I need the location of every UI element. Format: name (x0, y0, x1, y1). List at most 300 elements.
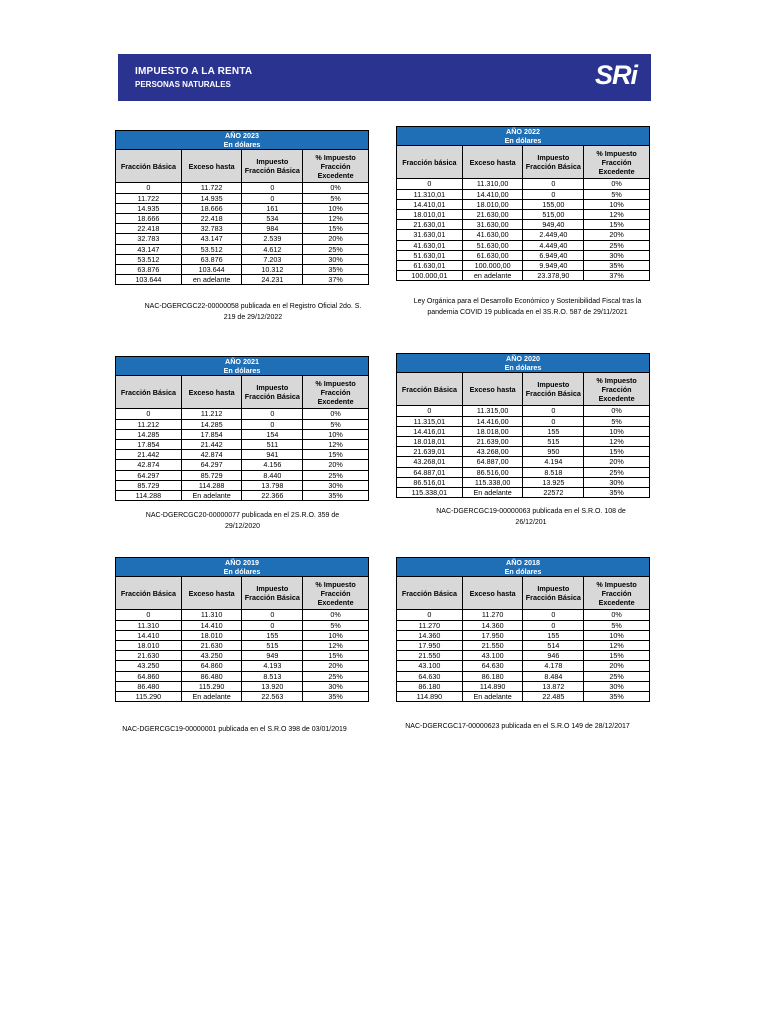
table-2020 (396, 353, 650, 498)
table-year-header (397, 127, 650, 146)
table-row (397, 447, 650, 457)
table-cell: 0 (116, 183, 182, 193)
table-cell: 103.644 (116, 275, 182, 285)
table-cell: 950 (523, 447, 584, 457)
table-cell: 6.949,40 (523, 250, 584, 260)
table-cell: 8.518 (523, 467, 584, 477)
currency-label: En dólares (223, 140, 261, 150)
table-cell: 10% (584, 426, 650, 436)
table-cell: 5% (584, 416, 650, 426)
table-cell: 0% (584, 406, 650, 416)
table-cell: 114.288 (181, 480, 242, 490)
table-cell: 43.147 (181, 234, 242, 244)
table-row (397, 651, 650, 661)
table-cell: 35% (303, 491, 369, 501)
table-cell: 12% (303, 214, 369, 224)
currency-label: En dólares (504, 363, 542, 373)
table-cell: 10% (584, 199, 650, 209)
table-cell: 0 (116, 610, 182, 620)
table-cell: 21.630,00 (462, 210, 523, 220)
table-cell: 22.366 (242, 491, 303, 501)
table-cell: 2.539 (242, 234, 303, 244)
table-cell: 4.178 (523, 661, 584, 671)
table-cell: 115.290 (181, 681, 242, 691)
table-cell: 25% (584, 240, 650, 250)
table-cell: 63.876 (181, 254, 242, 264)
table-cell: En adelante (181, 491, 242, 501)
table-cell: 18.018,00 (462, 426, 523, 436)
table-row (116, 671, 369, 681)
table-cell: 100.000,01 (397, 271, 463, 281)
table-row (397, 692, 650, 702)
table-cell: 64.860 (181, 661, 242, 671)
table-cell: 18.018,01 (397, 437, 463, 447)
table-cell: 941 (242, 450, 303, 460)
note-2021: NAC-DGERCGC20-00000077 publicada en el 2S.R.O. 359 de 29/12/2020 (145, 512, 340, 530)
column-header: Impuesto Fracción Básica (242, 577, 303, 610)
table-cell: 18.010,01 (397, 210, 463, 220)
column-header: % Impuesto Fracción Excedente (303, 376, 369, 409)
column-header: Fracción Básica (116, 577, 182, 610)
table-cell: 17.854 (181, 429, 242, 439)
table-cell: 100.000,00 (462, 261, 523, 271)
table-2023 (115, 130, 369, 285)
table-cell: 12% (584, 437, 650, 447)
table-cell: 514 (523, 641, 584, 651)
table-cell: 37% (584, 271, 650, 281)
column-header: % Impuesto Fracción Excedente (303, 577, 369, 610)
table-row (397, 641, 650, 651)
table-cell: 22572 (523, 488, 584, 498)
table-cell: 11.270 (397, 620, 463, 630)
table-row (116, 429, 369, 439)
table-cell: 32.783 (181, 224, 242, 234)
table-cell: 4.612 (242, 244, 303, 254)
tax-table (115, 356, 369, 501)
table-cell: 4.449,40 (523, 240, 584, 250)
note-2020: NAC-DGERCGC19-00000063 publicada en el S.R.O. 108 de 26/12/201 (436, 508, 626, 526)
column-header: Exceso hasta (181, 577, 242, 610)
table-cell: 14.410 (181, 620, 242, 630)
table-cell: 8.513 (242, 671, 303, 681)
table-cell: 86.480 (181, 671, 242, 681)
table-row (397, 240, 650, 250)
column-header: Impuesto Fracción Básica (242, 150, 303, 183)
table-row (397, 220, 650, 230)
year-label: AÑO 2019 (225, 558, 259, 567)
table-cell: 20% (303, 234, 369, 244)
table-year-header (397, 558, 650, 577)
page-subtitle: PERSONAS NATURALES (135, 80, 231, 89)
table-cell: 30% (584, 477, 650, 487)
table-year-header (397, 354, 650, 373)
table-cell: 22.563 (242, 692, 303, 702)
table-cell: 20% (584, 457, 650, 467)
column-header: Impuesto Fracción Básica (523, 146, 584, 179)
table-cell: 30% (584, 250, 650, 260)
table-cell: En adelante (181, 692, 242, 702)
table-cell: 0 (116, 409, 182, 419)
table-cell: 115.338,00 (462, 477, 523, 487)
table-cell: 21.550 (462, 641, 523, 651)
table-row (397, 406, 650, 416)
table-cell: 85.729 (116, 480, 182, 490)
table-2021 (115, 356, 369, 501)
column-header: Exceso hasta (181, 376, 242, 409)
table-cell: 64.630 (397, 671, 463, 681)
table-cell: 0 (523, 406, 584, 416)
table-cell: 21.639,01 (397, 447, 463, 457)
note-2019: NAC-DGERCGC19-00000001 publicada en el S.R.O 398 de 03/01/2019 (122, 726, 347, 733)
table-row (397, 210, 650, 220)
table-row (116, 234, 369, 244)
table-cell: 51.630,00 (462, 240, 523, 250)
table-cell: 114.890 (397, 692, 463, 702)
table-cell: 0 (397, 406, 463, 416)
table-row (116, 244, 369, 254)
year-label: AÑO 2020 (506, 354, 540, 363)
table-row (116, 470, 369, 480)
table-row (116, 183, 369, 193)
table-cell: 63.876 (116, 265, 182, 275)
table-cell: 115.338,01 (397, 488, 463, 498)
table-cell: 86.480 (116, 681, 182, 691)
table-cell: 35% (584, 261, 650, 271)
table-cell: 30% (303, 254, 369, 264)
table-row (397, 416, 650, 426)
table-cell: 15% (584, 651, 650, 661)
sri-logo: SRi (594, 60, 637, 90)
table-cell: 534 (242, 214, 303, 224)
table-cell: 14.416,01 (397, 426, 463, 436)
table-row (397, 488, 650, 498)
table-cell: 114.890 (462, 681, 523, 691)
table-row (397, 671, 650, 681)
table-cell: 17.950 (397, 641, 463, 651)
table-cell: 53.512 (116, 254, 182, 264)
table-cell: 155 (523, 630, 584, 640)
tax-table (396, 126, 650, 281)
table-cell: 31.630,00 (462, 220, 523, 230)
column-header: Impuesto Fracción Básica (523, 373, 584, 406)
table-cell: 20% (584, 230, 650, 240)
table-row (116, 265, 369, 275)
table-row (116, 491, 369, 501)
table-cell: 18.666 (181, 203, 242, 213)
table-cell: 32.783 (116, 234, 182, 244)
table-row (116, 620, 369, 630)
table-cell: 5% (584, 189, 650, 199)
table-cell: 8.440 (242, 470, 303, 480)
table-cell: 11.212 (116, 419, 182, 429)
table-cell: 11.722 (181, 183, 242, 193)
column-header: Exceso hasta (181, 150, 242, 183)
table-cell: 0 (242, 610, 303, 620)
table-row (397, 630, 650, 640)
table-cell: 25% (584, 671, 650, 681)
table-row (397, 250, 650, 260)
table-cell: 30% (303, 480, 369, 490)
tax-table (115, 557, 369, 702)
table-cell: 11.310,01 (397, 189, 463, 199)
column-header: Fracción Básica (116, 376, 182, 409)
table-row (397, 261, 650, 271)
table-cell: 20% (303, 661, 369, 671)
table-row (397, 199, 650, 209)
table-cell: 43.268,01 (397, 457, 463, 467)
table-cell: 42.874 (181, 450, 242, 460)
tax-table (396, 353, 650, 498)
table-row (397, 620, 650, 630)
table-cell: 5% (303, 193, 369, 203)
table-cell: 31.630,01 (397, 230, 463, 240)
table-cell: 946 (523, 651, 584, 661)
table-row (116, 651, 369, 661)
table-row (116, 610, 369, 620)
table-cell: 161 (242, 203, 303, 213)
table-cell: 13.798 (242, 480, 303, 490)
table-cell: 20% (584, 661, 650, 671)
table-cell: 41.630,01 (397, 240, 463, 250)
table-cell: 11.315,00 (462, 406, 523, 416)
table-cell: 984 (242, 224, 303, 234)
year-label: AÑO 2022 (506, 127, 540, 136)
note-2023: NAC-DGERCGC22-00000058 publicada en el Registro Oficial 2do. S. 219 de 29/12/2022 (144, 303, 362, 321)
table-cell: 949 (242, 651, 303, 661)
table-cell: 0 (523, 179, 584, 189)
table-cell: 35% (303, 265, 369, 275)
table-row (397, 230, 650, 240)
table-cell: 10% (303, 429, 369, 439)
table-cell: 43.268,00 (462, 447, 523, 457)
table-cell: 7.203 (242, 254, 303, 264)
table-cell: 13.920 (242, 681, 303, 691)
table-cell: 0 (242, 183, 303, 193)
table-cell: 21.630 (116, 651, 182, 661)
table-cell: 15% (303, 651, 369, 661)
table-row (116, 203, 369, 213)
tax-table (396, 557, 650, 702)
table-cell: 25% (303, 244, 369, 254)
table-cell: 155 (523, 426, 584, 436)
table-cell: 0 (242, 620, 303, 630)
currency-label: En dólares (504, 567, 542, 577)
table-cell: 14.285 (181, 419, 242, 429)
table-cell: 53.512 (181, 244, 242, 254)
table-cell: 114.288 (116, 491, 182, 501)
page-title: IMPUESTO A LA RENTA (135, 66, 253, 77)
table-cell: 22.485 (523, 692, 584, 702)
table-cell: 35% (303, 692, 369, 702)
table-row (116, 409, 369, 419)
table-cell: 35% (584, 488, 650, 498)
table-cell: 511 (242, 440, 303, 450)
table-cell: 12% (584, 641, 650, 651)
table-cell: 15% (584, 447, 650, 457)
currency-label: En dólares (223, 567, 261, 577)
table-row (116, 440, 369, 450)
table-row (116, 419, 369, 429)
table-cell: 64.887,01 (397, 467, 463, 477)
table-cell: 30% (584, 681, 650, 691)
table-cell: 12% (584, 210, 650, 220)
table-cell: 12% (303, 440, 369, 450)
table-cell: 21.639,00 (462, 437, 523, 447)
table-cell: 64.630 (462, 661, 523, 671)
table-cell: 17.950 (462, 630, 523, 640)
table-cell: 10% (584, 630, 650, 640)
table-cell: 86.180 (462, 671, 523, 681)
table-cell: 155 (242, 630, 303, 640)
table-cell: 4.193 (242, 661, 303, 671)
table-cell: 8.484 (523, 671, 584, 681)
table-row (397, 467, 650, 477)
table-cell: 43.147 (116, 244, 182, 254)
table-cell: 43.250 (116, 661, 182, 671)
table-cell: 22.418 (181, 214, 242, 224)
table-cell: 13.872 (523, 681, 584, 691)
table-2022 (396, 126, 650, 281)
table-cell: 14.935 (181, 193, 242, 203)
column-header: Impuesto Fracción Básica (242, 376, 303, 409)
table-cell: 0% (303, 610, 369, 620)
table-cell: 21.550 (397, 651, 463, 661)
table-2018 (396, 557, 650, 702)
table-row (116, 630, 369, 640)
table-cell: 64.297 (116, 470, 182, 480)
table-cell: 21.630,01 (397, 220, 463, 230)
table-cell: 35% (584, 692, 650, 702)
table-cell: 12% (303, 641, 369, 651)
year-label: AÑO 2018 (506, 558, 540, 567)
table-row (397, 437, 650, 447)
table-cell: 23.378,90 (523, 271, 584, 281)
table-cell: en adelante (181, 275, 242, 285)
table-row (116, 661, 369, 671)
table-cell: 115.290 (116, 692, 182, 702)
table-cell: 14.410 (116, 630, 182, 640)
table-cell: 14.416,00 (462, 416, 523, 426)
table-cell: 86.180 (397, 681, 463, 691)
table-cell: 30% (303, 681, 369, 691)
table-row (116, 692, 369, 702)
table-cell: 17.854 (116, 440, 182, 450)
table-cell: 0 (523, 610, 584, 620)
table-cell: 15% (303, 450, 369, 460)
column-header: % Impuesto Fracción Excedente (303, 150, 369, 183)
table-cell: 5% (303, 419, 369, 429)
table-cell: 43.250 (181, 651, 242, 661)
table-cell: 61.630,01 (397, 261, 463, 271)
table-cell: 13.925 (523, 477, 584, 487)
table-cell: 86.516,01 (397, 477, 463, 487)
table-cell: 15% (303, 224, 369, 234)
table-cell: 515,00 (523, 210, 584, 220)
column-header: % Impuesto Fracción Excedente (584, 146, 650, 179)
note-2018: NAC-DGERCGC17-00000623 publicada en el S.R.O 149 de 28/12/2017 (405, 723, 630, 730)
table-cell: en adelante (462, 271, 523, 281)
table-row (397, 661, 650, 671)
table-row (116, 641, 369, 651)
table-year-header (116, 357, 369, 376)
table-row (116, 450, 369, 460)
year-label: AÑO 2023 (225, 131, 259, 140)
tax-table (115, 130, 369, 285)
table-cell: 14.410,00 (462, 189, 523, 199)
table-cell: 0 (523, 189, 584, 199)
table-cell: 10% (303, 203, 369, 213)
table-cell: 0 (397, 179, 463, 189)
table-row (116, 681, 369, 691)
table-cell: 0 (242, 419, 303, 429)
column-header: Fracción Básica (116, 150, 182, 183)
table-row (116, 193, 369, 203)
table-cell: 0 (242, 193, 303, 203)
table-cell: 11.270 (462, 610, 523, 620)
table-cell: 42.874 (116, 460, 182, 470)
table-cell: 51.630,01 (397, 250, 463, 260)
table-row (116, 275, 369, 285)
table-cell: 25% (303, 470, 369, 480)
column-header: Exceso hasta (462, 373, 523, 406)
table-cell: 85.729 (181, 470, 242, 480)
table-cell: 0% (303, 183, 369, 193)
table-row (116, 460, 369, 470)
table-cell: En adelante (462, 488, 523, 498)
table-cell: 18.010 (181, 630, 242, 640)
column-header: % Impuesto Fracción Excedente (584, 577, 650, 610)
table-cell: 41.630,00 (462, 230, 523, 240)
table-cell: 18.010 (116, 641, 182, 651)
table-cell: 14.360 (397, 630, 463, 640)
table-cell: 4.194 (523, 457, 584, 467)
table-cell: 22.418 (116, 224, 182, 234)
table-cell: 14.410,01 (397, 199, 463, 209)
table-cell: 5% (584, 620, 650, 630)
table-cell: 64.860 (116, 671, 182, 681)
column-header: Exceso hasta (462, 146, 523, 179)
table-cell: 155,00 (523, 199, 584, 209)
table-cell: 154 (242, 429, 303, 439)
table-2019 (115, 557, 369, 702)
table-cell: 15% (584, 220, 650, 230)
table-cell: 10.312 (242, 265, 303, 275)
table-cell: 14.935 (116, 203, 182, 213)
table-cell: 11.212 (181, 409, 242, 419)
table-cell: 21.442 (181, 440, 242, 450)
column-header: Impuesto Fracción Básica (523, 577, 584, 610)
header-banner (118, 54, 651, 101)
currency-label: En dólares (223, 366, 261, 376)
note-2022: Ley Orgánica para el Desarrollo Económico y Sostenibilidad Fiscal tras la pandemia COVID 19 publicada en el 3S.R.O. 587 de 29/11/2021 (413, 298, 642, 316)
table-cell: 64.887,00 (462, 457, 523, 467)
table-cell: 21.630 (181, 641, 242, 651)
table-year-header (116, 131, 369, 150)
column-header: % Impuesto Fracción Excedente (584, 373, 650, 406)
table-cell: 11.310,00 (462, 179, 523, 189)
table-row (397, 426, 650, 436)
table-row (397, 271, 650, 281)
table-cell: 21.442 (116, 450, 182, 460)
table-row (397, 457, 650, 467)
table-cell: 18.666 (116, 214, 182, 224)
table-cell: 0 (523, 416, 584, 426)
table-row (397, 681, 650, 691)
table-cell: 0 (397, 610, 463, 620)
table-cell: 25% (303, 671, 369, 681)
table-cell: 4.156 (242, 460, 303, 470)
table-cell: 18.010,00 (462, 199, 523, 209)
